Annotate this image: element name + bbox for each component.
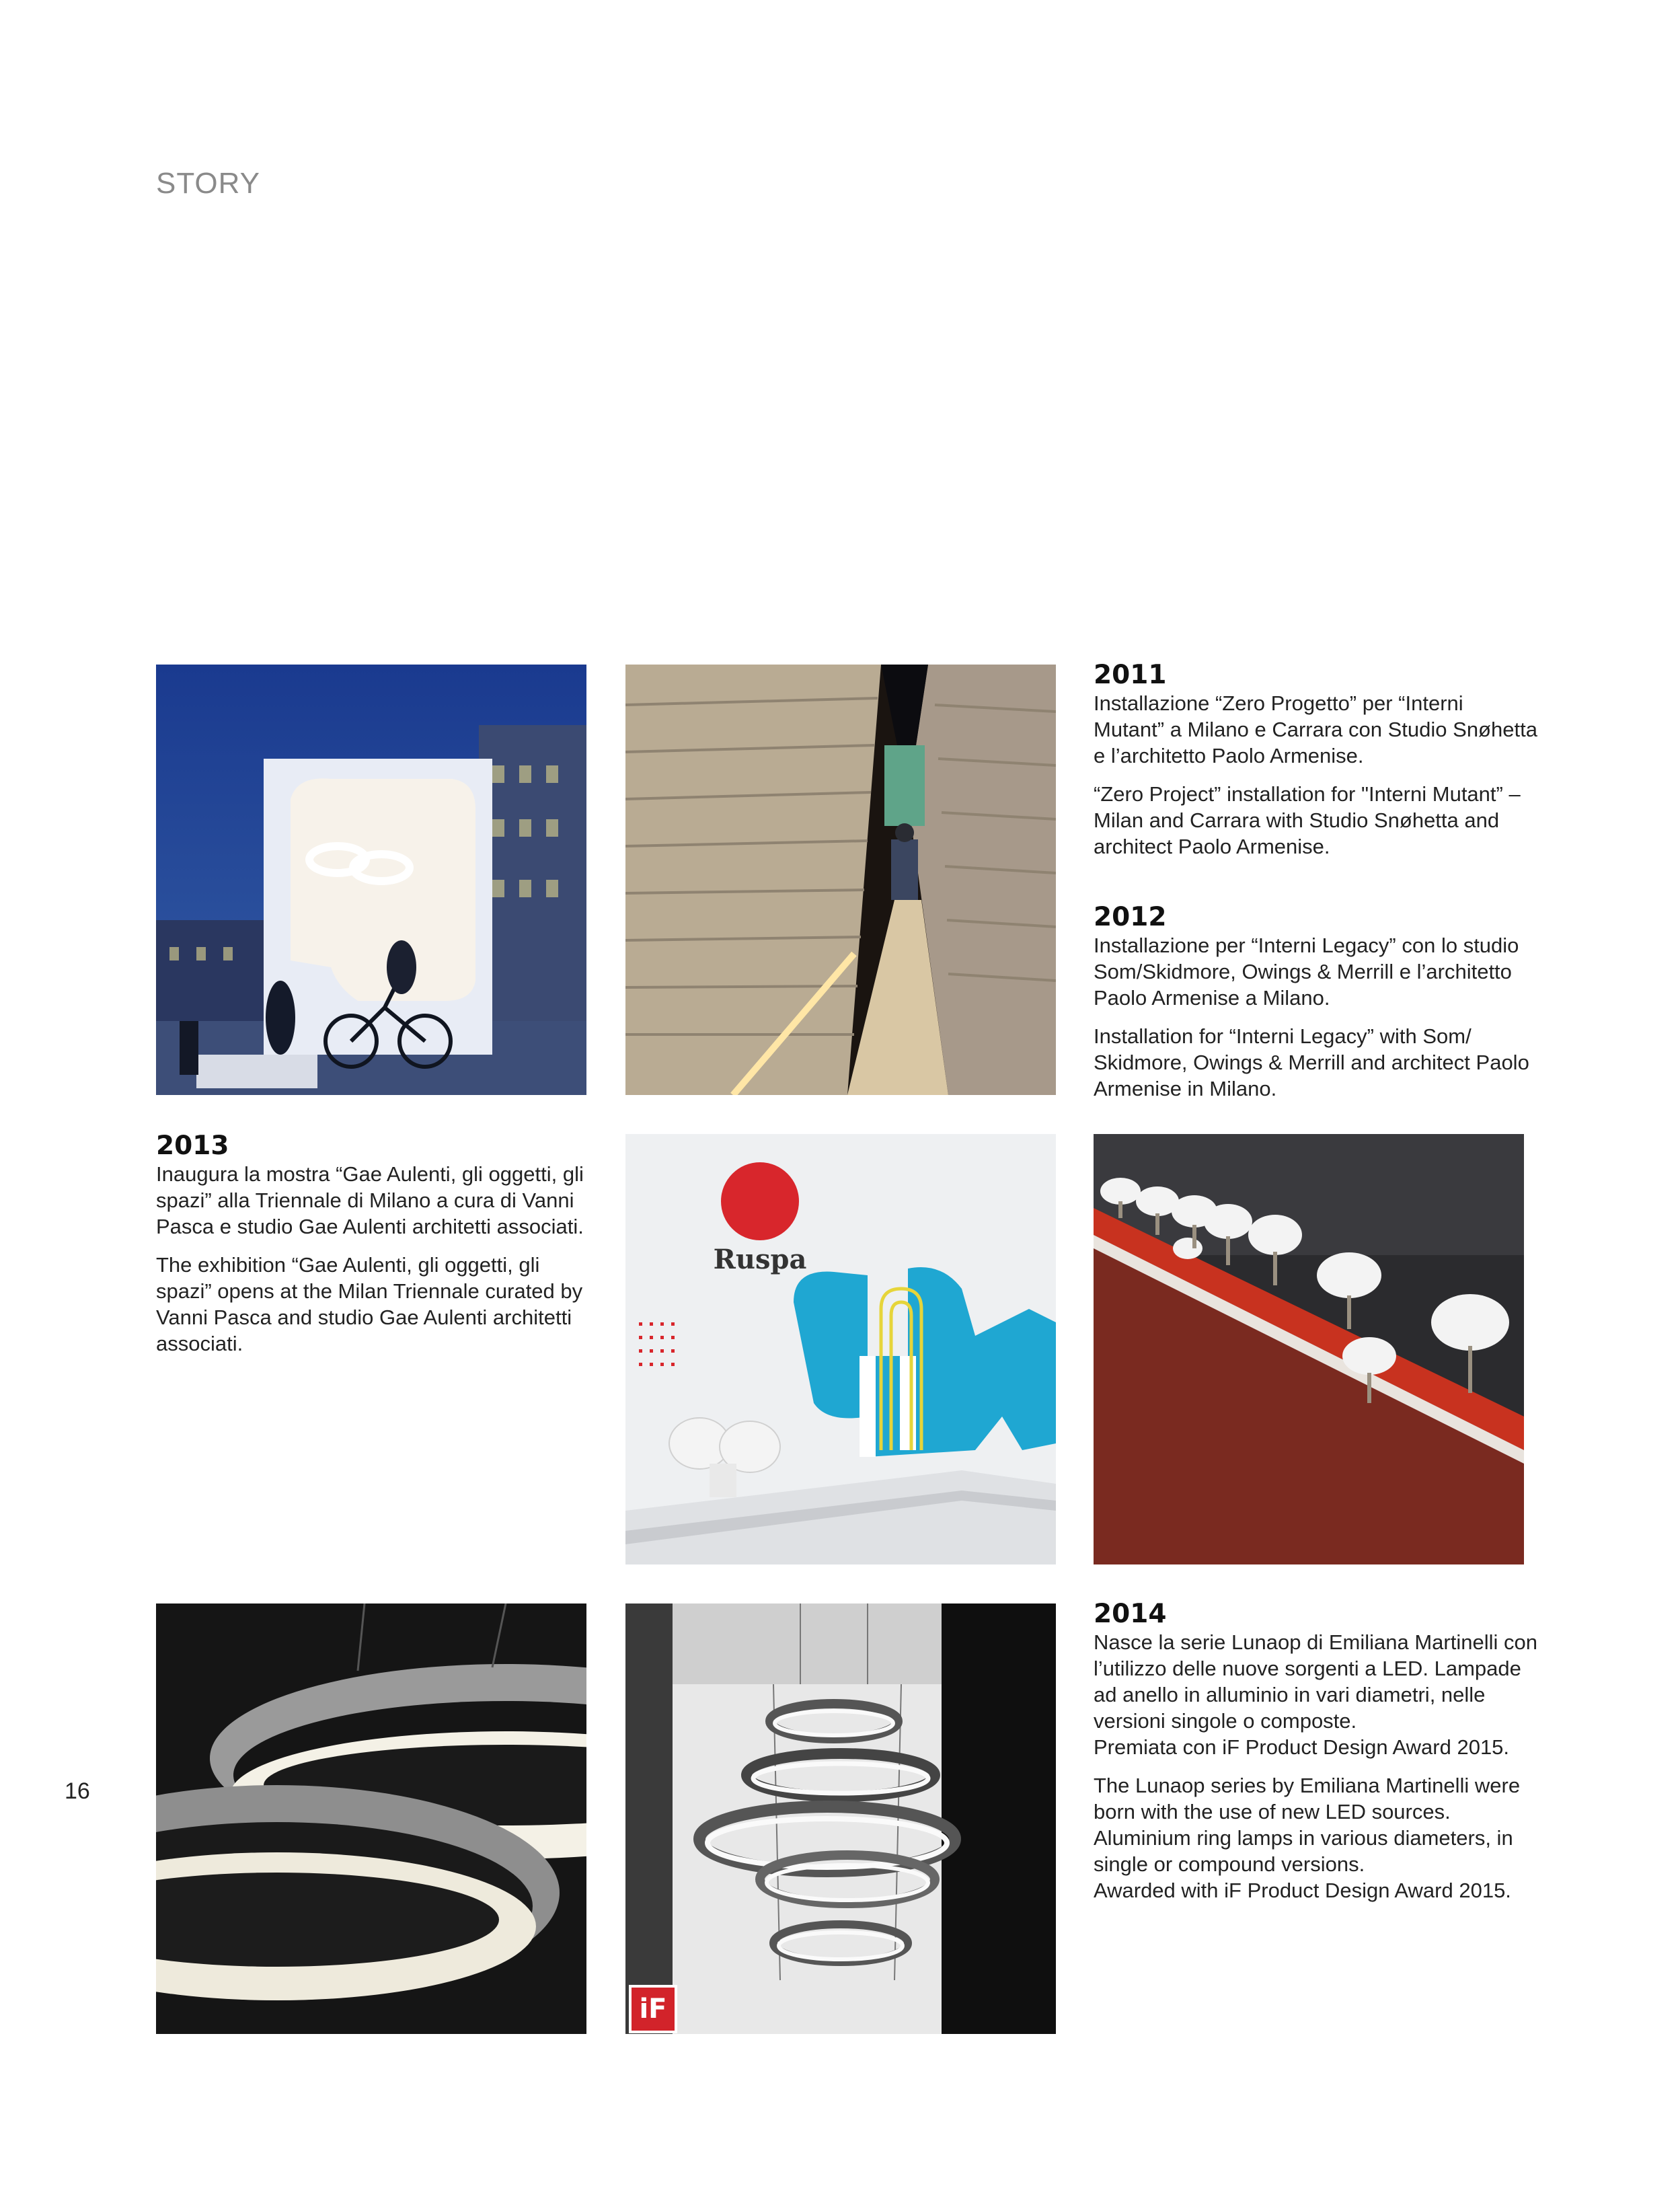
- photo-interni-legacy-corridor: [625, 665, 1056, 1095]
- description-italian: [1094, 1629, 1537, 1760]
- award-note-english: Awarded with iF Product Design Award 2015.: [1094, 1879, 1511, 1902]
- page-number: 16: [65, 1778, 90, 1804]
- award-note-italian: Premiata con iF Product Design Award 2015.: [1094, 1735, 1510, 1759]
- year-heading: 2011: [1094, 660, 1167, 690]
- description-english: [1094, 1772, 1537, 1903]
- story-entry-2011: [1094, 661, 1537, 870]
- section-title: STORY: [156, 167, 260, 200]
- photo-zero-project-installation: [156, 665, 586, 1095]
- photo-lunaop-ring-closeup: [156, 1604, 586, 2034]
- year-heading: 2013: [156, 1131, 229, 1161]
- photo-gae-aulenti-exhibition: [625, 1134, 1056, 1564]
- description-english: Installation for “Interni Legacy” with Som/ Skidmore, Owings & Merrill and architect Paolo Armenise in Milano.: [1094, 1024, 1529, 1100]
- story-entry-2012: [1094, 903, 1537, 1112]
- description-english: The exhibition “Gae Aulenti, gli oggetti, gli spazi” opens at the Milan Triennale curated by Vanni Pasca and studio Gae Aulenti architetti associati.: [156, 1253, 583, 1355]
- if-award-badge: iF: [629, 1985, 677, 2033]
- year-heading: 2012: [1094, 902, 1167, 932]
- photo-lunaop-composition: [625, 1604, 1056, 2034]
- ruspa-sign-text: Ruspa: [713, 1244, 807, 1275]
- description-english-text: The Lunaop series by Emiliana Martinelli were born with the use of new LED sources. Aluminium ring lamps in various diameters, in single or compound versions.: [1094, 1774, 1521, 1876]
- year-heading: 2014: [1094, 1599, 1167, 1629]
- photo-triennale-lamps-stair: [1094, 1134, 1524, 1564]
- description-italian: Installazione “Zero Progetto” per “Interni Mutant” a Milano e Carrara con Studio Snøhetta e l’architetto Paolo Armenise.: [1094, 691, 1537, 767]
- description-italian-text: Nasce la serie Lunaop di Emiliana Martinelli con l’utilizzo delle nuove sorgenti a LED. Lampade ad anello in alluminio in vari diametri, nelle versioni singole o composte.: [1094, 1630, 1537, 1733]
- description-italian: Inaugura la mostra “Gae Aulenti, gli oggetti, gli spazi” alla Triennale di Milano a cura di Vanni Pasca e studio Gae Aulenti architetti associati.: [156, 1162, 584, 1238]
- description-english: “Zero Project” installation for "Interni Mutant” – Milan and Carrara with Studio Snøhetta and architect Paolo Armenise.: [1094, 782, 1521, 858]
- story-entry-2013: [156, 1131, 593, 1367]
- description-italian: Installazione per “Interni Legacy” con lo studio Som/Skidmore, Owings & Merrill e l’architetto Paolo Armenise a Milano.: [1094, 934, 1519, 1010]
- story-entry-2014: [1094, 1599, 1537, 1914]
